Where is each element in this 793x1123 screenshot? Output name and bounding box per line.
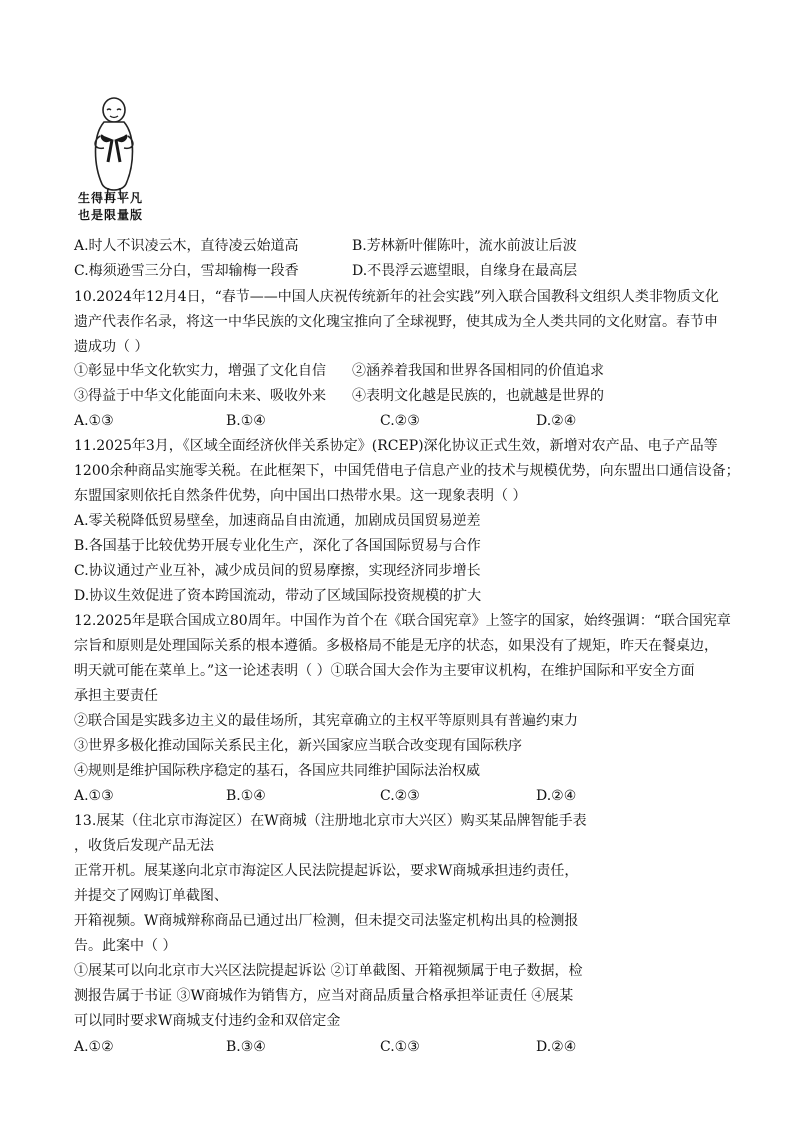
q13-line9: 可以同时要求W商城支付违约金和双倍定金 bbox=[74, 1013, 341, 1029]
q9-options-row1 bbox=[74, 237, 577, 255]
q13-answers bbox=[74, 1038, 577, 1056]
q10-answers bbox=[74, 412, 577, 430]
q12-item-4: ④规则是维护国际秩序稳定的基石，各国应共同维护国际法治权威 bbox=[74, 763, 480, 779]
q10-item-1: ①彰显中华文化软实力，增强了文化自信 bbox=[74, 363, 326, 379]
q11-stem-line1: 11.2025年3月，《区域全面经济伙伴关系协定》(RCEP)深化协议正式生效，新增对农产品、电子产品等 bbox=[74, 438, 718, 454]
q9-option-a: A.时人不识凌云木，直待凌云始道高 bbox=[74, 238, 299, 254]
q11-option-c: C.协议通过产业互补，减少成员间的贸易摩擦，实现经济同步增长 bbox=[74, 563, 481, 579]
q10-item-3: ③得益于中华文化能面向未来、吸收外来 bbox=[74, 388, 326, 404]
q13-answer-a: A.①② bbox=[74, 1039, 114, 1055]
q13-line2: ，收货后发现产品无法 bbox=[74, 838, 214, 854]
q9-options-row2 bbox=[74, 262, 578, 280]
q11-option-d: D.协议生效促进了资本跨国流动，带动了区域国际投资规模的扩大 bbox=[74, 588, 482, 604]
q12-stem-line1: 12.2025年是联合国成立80周年。中国作为首个在《联合国宪章》上签字的国家，始终强调：“联合国宪章 bbox=[74, 613, 731, 629]
q11-stem-line2: 1200余种商品实施零关税。在此框架下，中国凭借电子信息产业的技术与规模优势，向东盟出口通信设备； bbox=[74, 463, 740, 479]
q13-line1: 13.展某（住北京市海淀区）在W商城（注册地北京市大兴区）购买某品牌智能手表 bbox=[74, 813, 587, 829]
q10-items-row1 bbox=[74, 362, 604, 380]
q12-answer-d: D.②④ bbox=[536, 788, 577, 804]
q13-line7: ①展某可以向北京市大兴区法院提起诉讼 ②订单截图、开箱视频属于电子数据，检 bbox=[74, 963, 583, 979]
q12-item-2: ②联合国是实践多边主义的最佳场所，其宪章确立的主权平等原则具有普遍约束力 bbox=[74, 713, 578, 729]
q11-stem-line3: 东盟国家则依托自然条件优势，向中国出口热带水果。这一现象表明（ ） bbox=[74, 488, 527, 504]
q11-option-a: A.零关税降低贸易壁垒，加速商品自由流通，加剧成员国贸易逆差 bbox=[74, 513, 481, 529]
q9-option-d: D.不畏浮云遮望眼，自缘身在最高层 bbox=[352, 263, 578, 279]
q13-line4: 并提交了网购订单截图、 bbox=[74, 888, 228, 904]
q12-item-3: ③世界多极化推动国际关系民主化，新兴国家应当联合改变现有国际秩序 bbox=[74, 738, 522, 754]
q11-option-b: B.各国基于比较优势开展专业化生产，深化了各国国际贸易与合作 bbox=[74, 538, 481, 554]
q12-stem-line2: 宗旨和原则是处理国际关系的根本遵循。多极格局不能是无序的状态，如果没有了规矩，昨天在餐桌边， bbox=[74, 638, 718, 654]
q12-answer-a: A.①③ bbox=[74, 788, 114, 804]
q12-answers bbox=[74, 787, 577, 805]
q13-line5: 开箱视频。W商城辩称商品已通过出厂检测，但未提交司法鉴定机构出具的检测报 bbox=[74, 913, 579, 929]
q10-answer-c: C.②③ bbox=[380, 413, 420, 429]
illustration-caption-line2: 也是限量版 bbox=[78, 208, 144, 222]
q13-line8: 测报告属于书证 ③W商城作为销售方，应当对商品质量合格承担举证责任 ④展某 bbox=[74, 988, 574, 1004]
q13-answer-d: D.②④ bbox=[536, 1039, 577, 1055]
q10-answer-a: A.①③ bbox=[74, 413, 114, 429]
q10-item-4: ④表明文化越是民族的，也就越是世界的 bbox=[352, 388, 604, 404]
q12-stem-line3: 明天就可能在菜单上。”这一论述表明（ ）①联合国大会作为主要审议机构，在维护国际和平安全方面 bbox=[74, 663, 695, 679]
q10-answer-d: D.②④ bbox=[536, 413, 577, 429]
q10-item-2: ②涵养着我国和世界各国相同的价值追求 bbox=[352, 363, 604, 379]
q9-option-c: C.梅须逊雪三分白，雪却输梅一段香 bbox=[74, 263, 299, 279]
q9-option-b: B.芳林新叶催陈叶，流水前波让后波 bbox=[352, 238, 577, 254]
q13-line6: 告。此案中（ ） bbox=[74, 938, 177, 954]
illustration-caption-line1: 生得再平凡 bbox=[78, 191, 144, 205]
q10-stem-line3: 遗成功（ ） bbox=[74, 339, 149, 355]
q10-answer-b: B.①④ bbox=[226, 413, 266, 429]
q13-line3: 正常开机。展某遂向北京市海淀区人民法院提起诉讼，要求W商城承担违约责任， bbox=[74, 863, 579, 879]
q13-answer-b: B.③④ bbox=[226, 1039, 266, 1055]
q12-answer-b: B.①④ bbox=[226, 788, 266, 804]
q10-stem-line2: 遗产代表作名录，将这一中华民族的文化瑰宝推向了全球视野，使其成为全人类共同的文化财富。春节申 bbox=[74, 314, 718, 330]
q10-stem-line1: 10.2024年12月4日，“春节——中国人庆祝传统新年的社会实践”列入联合国教科文组织人类非物质文化 bbox=[74, 289, 719, 305]
q12-answer-c: C.②③ bbox=[380, 788, 420, 804]
q12-stem-line4: 承担主要责任 bbox=[74, 688, 158, 704]
q13-answer-c: C.①③ bbox=[380, 1039, 420, 1055]
q10-items-row2 bbox=[74, 387, 604, 405]
